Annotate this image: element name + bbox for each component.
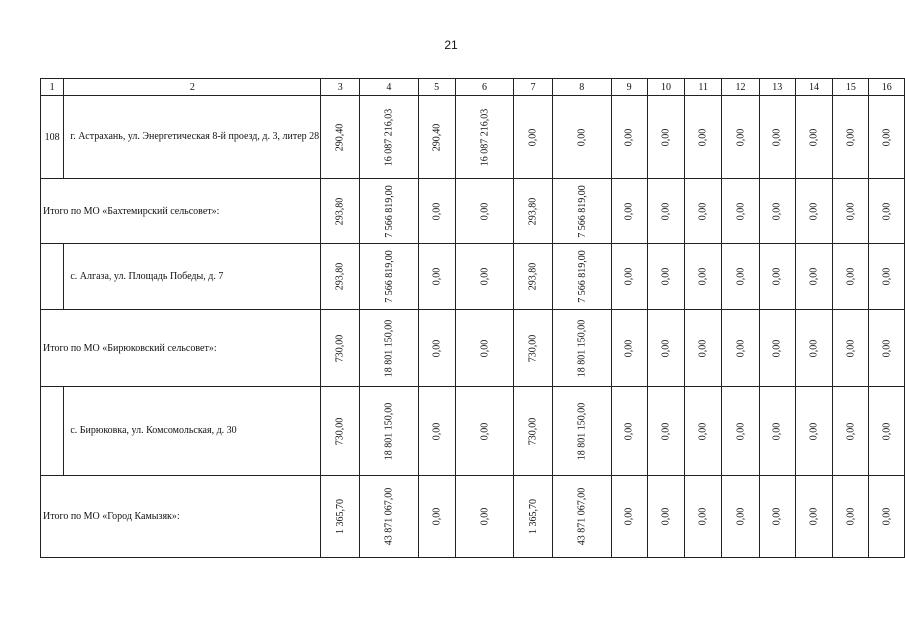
value-text: 43 871 067,00 bbox=[576, 487, 588, 546]
value-text: 0,00 bbox=[697, 422, 709, 440]
value-text: 0,00 bbox=[479, 202, 491, 220]
value-cell bbox=[321, 310, 360, 387]
value-cell bbox=[869, 387, 905, 476]
value-text: 1 365,70 bbox=[527, 499, 539, 534]
value-text: 0,00 bbox=[845, 128, 857, 146]
value-cell bbox=[759, 244, 795, 310]
value-text: 0,00 bbox=[881, 339, 893, 357]
value-cell bbox=[833, 310, 869, 387]
value-cell bbox=[360, 387, 419, 476]
value-cell bbox=[455, 310, 514, 387]
value-text: 0,00 bbox=[845, 267, 857, 286]
header-cell: 3 bbox=[321, 79, 360, 96]
value-cell bbox=[611, 476, 647, 558]
header-cell: 14 bbox=[795, 79, 832, 96]
address-cell: с. Бирюковка, ул. Комсомольская, д. 30 bbox=[64, 387, 321, 476]
value-text: 730,00 bbox=[527, 334, 539, 362]
value-text: 7 566 819,00 bbox=[383, 250, 395, 303]
value-cell bbox=[553, 476, 612, 558]
value-text: 0,00 bbox=[845, 339, 857, 357]
value-cell bbox=[685, 96, 722, 179]
value-cell bbox=[514, 244, 553, 310]
total-row-kamyzyak bbox=[41, 476, 905, 558]
value-cell bbox=[795, 310, 832, 387]
value-cell bbox=[795, 96, 832, 179]
value-text: 0,00 bbox=[808, 267, 820, 286]
table-row-biryukovka bbox=[41, 387, 905, 476]
value-text: 0,00 bbox=[623, 202, 635, 220]
value-text: 0,00 bbox=[734, 422, 746, 440]
value-cell bbox=[455, 244, 514, 310]
header-cell: 6 bbox=[455, 79, 514, 96]
value-text: 0,00 bbox=[808, 339, 820, 357]
value-text: 0,00 bbox=[697, 202, 709, 220]
value-cell bbox=[418, 476, 455, 558]
value-cell bbox=[795, 387, 832, 476]
total-label: Итого по МО «Город Камызяк»: bbox=[41, 476, 321, 558]
value-text: 293,80 bbox=[527, 262, 539, 291]
value-text: 0,00 bbox=[771, 128, 783, 146]
header-cell: 7 bbox=[514, 79, 553, 96]
value-cell bbox=[869, 310, 905, 387]
value-text: 7 566 819,00 bbox=[576, 184, 588, 238]
value-cell bbox=[833, 476, 869, 558]
value-text: 0,00 bbox=[623, 422, 635, 440]
value-text: 0,00 bbox=[845, 507, 857, 526]
value-cell bbox=[553, 179, 612, 244]
address-cell: с. Алгаза, ул. Площадь Победы, д. 7 bbox=[64, 244, 321, 310]
value-cell bbox=[514, 96, 553, 179]
value-text: 0,00 bbox=[623, 339, 635, 357]
header-cell: 5 bbox=[418, 79, 455, 96]
value-text: 43 871 067,00 bbox=[383, 487, 395, 546]
value-cell bbox=[455, 179, 514, 244]
value-text: 0,00 bbox=[431, 267, 443, 286]
value-cell bbox=[360, 96, 419, 179]
value-text: 0,00 bbox=[431, 507, 443, 526]
value-text: 0,00 bbox=[881, 128, 893, 146]
header-cell: 9 bbox=[611, 79, 647, 96]
value-text: 0,00 bbox=[660, 128, 672, 146]
value-cell bbox=[647, 476, 684, 558]
header-cell: 13 bbox=[759, 79, 795, 96]
value-cell bbox=[759, 310, 795, 387]
value-cell bbox=[418, 387, 455, 476]
value-cell bbox=[321, 96, 360, 179]
value-cell bbox=[759, 387, 795, 476]
value-cell bbox=[321, 387, 360, 476]
value-text: 0,00 bbox=[734, 128, 746, 146]
value-text: 0,00 bbox=[697, 128, 709, 146]
value-cell bbox=[722, 310, 759, 387]
total-row-biryukov bbox=[41, 310, 905, 387]
value-text: 0,00 bbox=[771, 422, 783, 440]
value-cell bbox=[553, 96, 612, 179]
value-cell bbox=[685, 310, 722, 387]
value-text: 18 801 150,00 bbox=[383, 319, 395, 377]
value-text: 1 365,70 bbox=[334, 499, 346, 534]
value-cell bbox=[514, 179, 553, 244]
value-text: 0,00 bbox=[431, 422, 443, 440]
value-cell bbox=[869, 96, 905, 179]
value-text: 0,00 bbox=[734, 507, 746, 526]
value-cell bbox=[647, 244, 684, 310]
value-cell bbox=[722, 387, 759, 476]
value-cell bbox=[647, 179, 684, 244]
value-cell bbox=[722, 476, 759, 558]
value-text: 730,00 bbox=[334, 334, 346, 362]
value-cell bbox=[685, 244, 722, 310]
header-cell: 16 bbox=[869, 79, 905, 96]
value-text: 0,00 bbox=[734, 202, 746, 220]
value-text: 16 087 216,03 bbox=[383, 108, 395, 166]
value-text: 0,00 bbox=[771, 507, 783, 526]
value-text: 7 566 819,00 bbox=[383, 184, 395, 238]
value-cell bbox=[759, 96, 795, 179]
value-text: 7 566 819,00 bbox=[576, 250, 588, 303]
value-cell bbox=[455, 387, 514, 476]
total-label: Итого по МО «Бирюковский сельсовет»: bbox=[41, 310, 321, 387]
value-cell bbox=[647, 96, 684, 179]
data-table bbox=[40, 78, 905, 558]
value-cell bbox=[418, 179, 455, 244]
value-text: 290,40 bbox=[334, 123, 346, 151]
value-cell bbox=[611, 179, 647, 244]
value-cell bbox=[321, 179, 360, 244]
value-text: 0,00 bbox=[660, 267, 672, 286]
value-cell bbox=[611, 387, 647, 476]
header-cell: 1 bbox=[41, 79, 64, 96]
value-cell bbox=[759, 179, 795, 244]
value-text: 0,00 bbox=[734, 267, 746, 286]
value-text: 0,00 bbox=[479, 267, 491, 286]
header-cell: 8 bbox=[553, 79, 612, 96]
value-text: 0,00 bbox=[881, 202, 893, 220]
value-text: 0,00 bbox=[808, 507, 820, 526]
value-cell bbox=[611, 310, 647, 387]
value-cell bbox=[833, 96, 869, 179]
value-cell bbox=[795, 179, 832, 244]
value-cell bbox=[759, 476, 795, 558]
header-cell: 12 bbox=[722, 79, 759, 96]
value-cell bbox=[869, 179, 905, 244]
row-number: 108 bbox=[41, 96, 64, 179]
value-text: 0,00 bbox=[845, 422, 857, 440]
value-text: 18 801 150,00 bbox=[383, 402, 395, 460]
value-cell bbox=[869, 476, 905, 558]
value-text: 293,80 bbox=[527, 197, 539, 225]
value-cell bbox=[722, 244, 759, 310]
header-cell: 11 bbox=[685, 79, 722, 96]
total-label: Итого по МО «Бахтемирский сельсовет»: bbox=[41, 179, 321, 244]
value-cell bbox=[455, 476, 514, 558]
value-text: 0,00 bbox=[881, 267, 893, 286]
value-cell bbox=[795, 244, 832, 310]
value-text: 0,00 bbox=[660, 422, 672, 440]
value-cell bbox=[360, 244, 419, 310]
value-cell bbox=[647, 310, 684, 387]
value-cell bbox=[514, 476, 553, 558]
value-cell bbox=[553, 387, 612, 476]
header-cell: 4 bbox=[360, 79, 419, 96]
value-text: 293,80 bbox=[334, 262, 346, 291]
table-row-108 bbox=[41, 96, 905, 179]
value-cell bbox=[611, 96, 647, 179]
value-cell bbox=[514, 310, 553, 387]
value-text: 0,00 bbox=[771, 202, 783, 220]
value-text: 0,00 bbox=[808, 422, 820, 440]
value-text: 0,00 bbox=[431, 202, 443, 220]
value-text: 0,00 bbox=[660, 339, 672, 357]
value-text: 0,00 bbox=[660, 202, 672, 220]
value-cell bbox=[685, 476, 722, 558]
header-row bbox=[41, 79, 905, 96]
value-cell bbox=[685, 387, 722, 476]
value-cell bbox=[455, 96, 514, 179]
value-text: 0,00 bbox=[697, 507, 709, 526]
value-text: 730,00 bbox=[527, 417, 539, 445]
value-cell bbox=[833, 244, 869, 310]
header-cell: 15 bbox=[833, 79, 869, 96]
value-cell bbox=[360, 310, 419, 387]
value-text: 290,40 bbox=[431, 123, 443, 151]
header-cell: 2 bbox=[64, 79, 321, 96]
row-number bbox=[41, 244, 64, 310]
value-cell bbox=[611, 244, 647, 310]
value-text: 0,00 bbox=[734, 339, 746, 357]
value-text: 0,00 bbox=[697, 339, 709, 357]
header-cell: 10 bbox=[647, 79, 684, 96]
value-cell bbox=[321, 244, 360, 310]
value-cell bbox=[833, 387, 869, 476]
value-cell bbox=[360, 476, 419, 558]
value-text: 0,00 bbox=[881, 422, 893, 440]
value-text: 0,00 bbox=[431, 339, 443, 357]
value-text: 730,00 bbox=[334, 417, 346, 445]
value-text: 0,00 bbox=[479, 422, 491, 440]
value-cell bbox=[722, 96, 759, 179]
value-text: 0,00 bbox=[623, 267, 635, 286]
value-text: 0,00 bbox=[660, 507, 672, 526]
value-text: 0,00 bbox=[576, 128, 588, 146]
value-cell bbox=[833, 179, 869, 244]
value-cell bbox=[647, 387, 684, 476]
value-cell bbox=[514, 387, 553, 476]
value-text: 18 801 150,00 bbox=[576, 402, 588, 460]
value-cell bbox=[418, 244, 455, 310]
value-cell bbox=[321, 476, 360, 558]
value-cell bbox=[553, 310, 612, 387]
value-text: 0,00 bbox=[771, 267, 783, 286]
value-text: 0,00 bbox=[479, 339, 491, 357]
value-cell bbox=[553, 244, 612, 310]
value-cell bbox=[360, 179, 419, 244]
value-text: 0,00 bbox=[771, 339, 783, 357]
page-number: 21 bbox=[444, 38, 458, 52]
value-text: 0,00 bbox=[623, 128, 635, 146]
value-text: 0,00 bbox=[479, 507, 491, 526]
value-cell bbox=[722, 179, 759, 244]
value-text: 0,00 bbox=[808, 128, 820, 146]
value-text: 0,00 bbox=[697, 267, 709, 286]
value-text: 0,00 bbox=[881, 507, 893, 526]
table-row-algaza bbox=[41, 244, 905, 310]
value-cell bbox=[795, 476, 832, 558]
value-text: 0,00 bbox=[527, 128, 539, 146]
value-text: 0,00 bbox=[808, 202, 820, 220]
value-text: 18 801 150,00 bbox=[576, 319, 588, 377]
value-cell bbox=[418, 96, 455, 179]
total-row-bakhtemir bbox=[41, 179, 905, 244]
row-number bbox=[41, 387, 64, 476]
value-text: 16 087 216,03 bbox=[479, 108, 491, 166]
value-cell bbox=[685, 179, 722, 244]
value-cell bbox=[869, 244, 905, 310]
value-text: 0,00 bbox=[845, 202, 857, 220]
value-text: 293,80 bbox=[334, 197, 346, 225]
value-text: 0,00 bbox=[623, 507, 635, 526]
value-cell bbox=[418, 310, 455, 387]
address-cell: г. Астрахань, ул. Энергетическая 8-й проезд, д. 3, литер 28 bbox=[64, 96, 321, 179]
